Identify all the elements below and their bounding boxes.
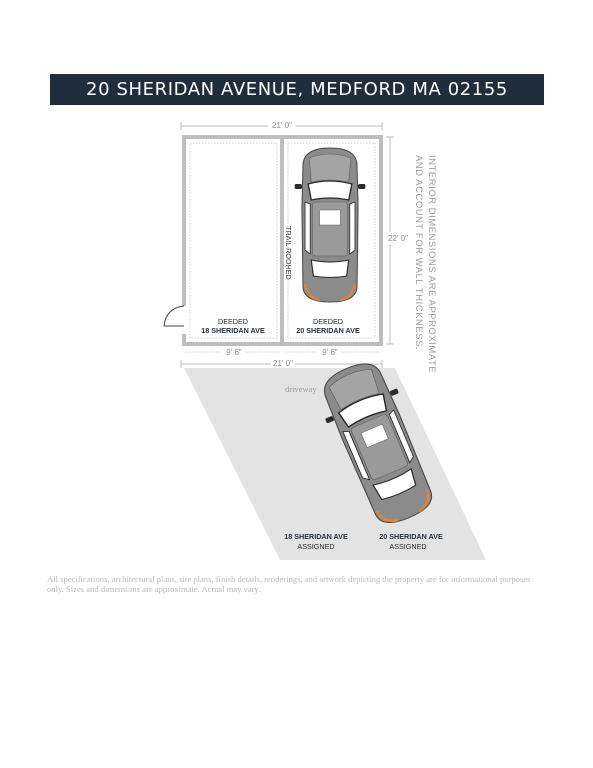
door-swing: [164, 306, 184, 326]
note-line-2: AND ACCOUNT FOR WALL THICKNESS.: [414, 155, 425, 351]
driveway-right-type: ASSIGNED: [389, 542, 427, 551]
driveway-left-address: 18 SHERIDAN AVE: [284, 532, 348, 541]
left-space-type: DEEDED: [218, 317, 248, 326]
right-bay-dimension: 9' 6": [322, 348, 338, 357]
left-bay-dimension: 9' 6": [226, 348, 242, 357]
garage-car: [295, 148, 366, 302]
driveway-right-address: 20 SHERIDAN AVE: [379, 532, 443, 541]
bottom-dimension-label: 21' 0": [273, 359, 293, 368]
right-space-address: 20 SHERIDAN AVE: [296, 326, 360, 335]
note-line-1: INTERIOR DIMENSIONS ARE APPROXIMATE: [427, 155, 438, 374]
driveway-left-type: ASSIGNED: [297, 542, 335, 551]
left-space-address: 18 SHERIDAN AVE: [201, 326, 265, 335]
disclaimer-text: All specifications, architectural plans, site plans, finish details, renderings, and artwork depicting the property are for informational purposes only. Sizes and dimensions are approximate. Actual may vary.: [47, 574, 531, 594]
bay-left-outline: [190, 143, 277, 338]
side-dimension-label: 22' 0": [388, 234, 408, 243]
driveway-label: driveway: [285, 384, 317, 394]
top-dimension-label: 21' 0": [272, 121, 292, 130]
title-text: 20 SHERIDAN AVENUE, MEDFORD MA 02155: [86, 79, 508, 100]
right-space-type: DEEDED: [313, 317, 343, 326]
divider-label: TRAIL ROOHED: [284, 226, 293, 280]
